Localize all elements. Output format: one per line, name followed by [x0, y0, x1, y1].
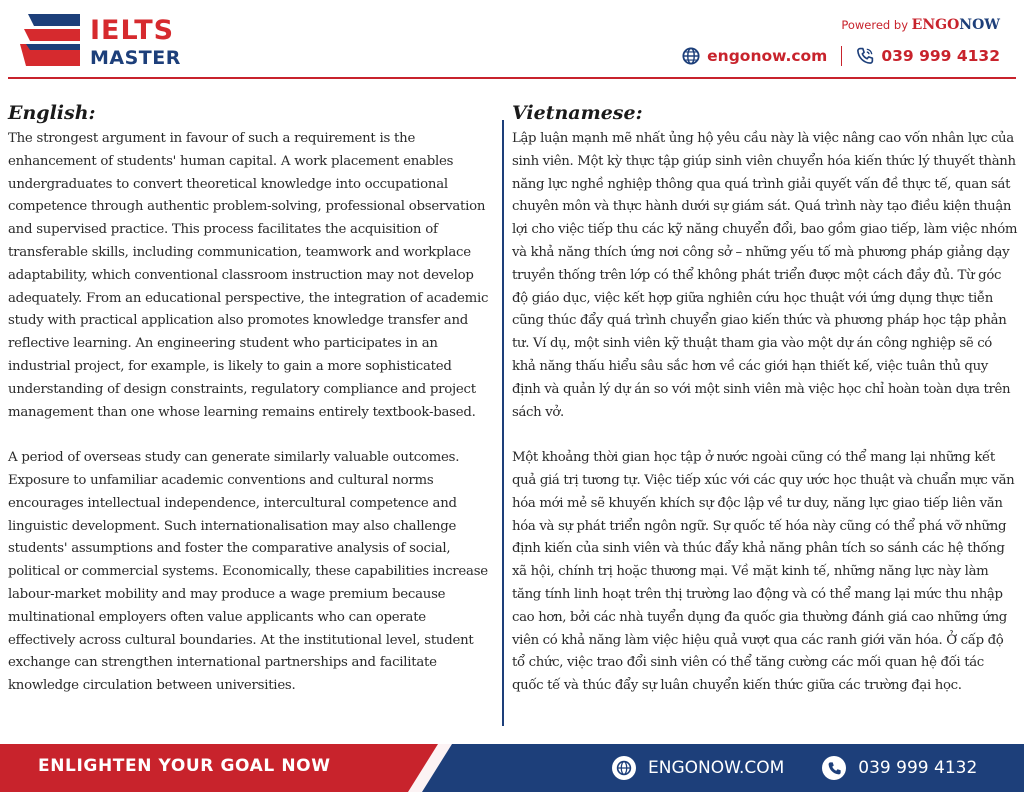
ielts-master-logo[interactable]: [20, 14, 180, 70]
header-rule: [8, 77, 1016, 79]
footer-phone-link[interactable]: [822, 756, 977, 780]
column-divider: [502, 120, 504, 726]
english-paragraph-2: A period of overseas study can generate similarly valuable outcomes. Exposure to unfamiliar academic conventions and cultural norms encourages intellectual independence, intercultural competence and linguistic development. Such internationalisation may also challenge students' assumptions and foster the comparative analysis of social, political or commercial systems. Economically, these capabilities increase labour-market mobility and may produce a wage premium because multinational employers often value applicants who can operate effectively across cultural boundaries. At the institutional level, student exchange can strengthen international partnerships and facilitate knowledge circulation between universities.: [8, 450, 488, 694]
footer-website-link[interactable]: [612, 756, 784, 780]
header-website-link[interactable]: [682, 47, 827, 65]
vietnamese-paragraph-2: Một khoảng thời gian học tập ở nước ngoài cũng có thể mang lại những kết quả giá trị tương tự. Việc tiếp xúc với các quy ước học thuật và chuẩn mực văn hóa mới mẻ sẽ khuyến khích sự độc lập về tư duy, năng lực giao tiếp liên văn hóa và sự phát triển ngôn ngữ. Sự quốc tế hóa này cũng có thể phá vỡ những định kiến của sinh viên và thúc đẩy khả năng phân tích so sánh các hệ thống xã hội, chính trị hoặc thương mại. Về mặt kinh tế, những năng lực này làm tăng tính linh hoạt trên thị trường lao động và có thể mang lại mức thu nhập cao hơn, bởi các nhà tuyển dụng đa quốc gia thường đánh giá cao những ứng viên có khả năng làm việc hiệu quả vượt qua các ranh giới văn hóa. Ở cấp độ tổ chức, việc trao đổi sinh viên có thể tăng cường các mối quan hệ đối tác quốc tế và thúc đẩy sự luân chuyển kiến thức giữa các trường đại học.: [512, 450, 1015, 694]
footer-website-text: ENGONOW.COM: [648, 758, 785, 778]
powered-brand-accent: NOW: [959, 17, 1000, 33]
page-header: [0, 0, 1024, 80]
english-heading: English:: [8, 102, 96, 124]
footer-phone-icon: [822, 756, 846, 780]
globe-icon: [682, 47, 700, 65]
powered-by-label: [841, 17, 1000, 33]
footer-phone-text: 039 999 4132: [858, 758, 978, 778]
powered-by-text: Powered by: [841, 18, 908, 32]
footer-globe-icon: [612, 756, 636, 780]
powered-by-brand[interactable]: [912, 17, 1000, 33]
footer-contact: [612, 754, 977, 782]
header-phone-text: 039 999 4132: [881, 47, 1000, 65]
powered-brand-main: ENGO: [911, 17, 960, 33]
header-contact: [682, 44, 1000, 68]
footer-slogan: ENLIGHTEN YOUR GOAL NOW: [38, 756, 331, 776]
header-website-text: engonow.com: [707, 47, 828, 65]
header-phone-link[interactable]: [856, 47, 1000, 65]
logo-subtitle: MASTER: [90, 47, 181, 69]
ielts-master-logo-icon: [20, 14, 84, 66]
vietnamese-paragraph-1: Lập luận mạnh mẽ nhất ủng hộ yêu cầu này là việc nâng cao vốn nhân lực của sinh viên. Một kỳ thực tập giúp sinh viên chuyển hóa kiến thức lý thuyết thành năng lực nghề nghiệp thông qua quá trình giải quyết vấn đề thực tế, quan sát chuyên môn và thực hành dưới sự giám sát. Quá trình này tạo điều kiện thuận lợi cho việc tiếp thu các kỹ năng chuyển đổi, bao gồm giao tiếp, làm việc nhóm và khả năng thích ứng nơi công sở – những yếu tố mà phương pháp giảng dạy truyền thống trên lớp có thể không phát triển được một cách đầy đủ. Từ góc độ giáo dục, việc kết hợp giữa nghiên cứu học thuật với ứng dụng thực tiễn cũng thúc đẩy quá trình chuyển giao kiến thức và phương pháp học tập phản tư. Ví dụ, một sinh viên kỹ thuật tham gia vào một dự án công nghiệp sẽ có khả năng thấu hiểu sâu sắc hơn về các giới hạn thiết kế, việc tuân thủ quy định và quản lý dự án so với một sinh viên mà việc học chỉ hoàn toàn dựa trên sách vở.: [512, 131, 1018, 420]
header-contact-divider: [841, 46, 842, 66]
vietnamese-heading: Vietnamese:: [512, 102, 643, 124]
page-footer: [0, 744, 1024, 792]
english-column: [8, 100, 496, 698]
phone-icon: [856, 47, 874, 65]
logo-title: IELTS: [90, 15, 175, 46]
english-paragraph-1: The strongest argument in favour of such a requirement is the enhancement of students' human capital. A work placement enables undergraduates to convert theoretical knowledge into occupational competence through authentic problem-solving, professional observation and supervised practice. This process facilitates the acquisition of transferable skills, including communication, teamwork and workplace adaptability, which conventional classroom instruction may not develop adequately. From an educational perspective, the integration of academic study with practical application also promotes knowledge transfer and reflective learning. An engineering student who participates in an industrial project, for example, is likely to gain a more sophisticated understanding of design constraints, regulatory compliance and project management than one whose learning remains entirely textbook-based.: [8, 131, 489, 420]
vietnamese-column: [512, 100, 1018, 698]
